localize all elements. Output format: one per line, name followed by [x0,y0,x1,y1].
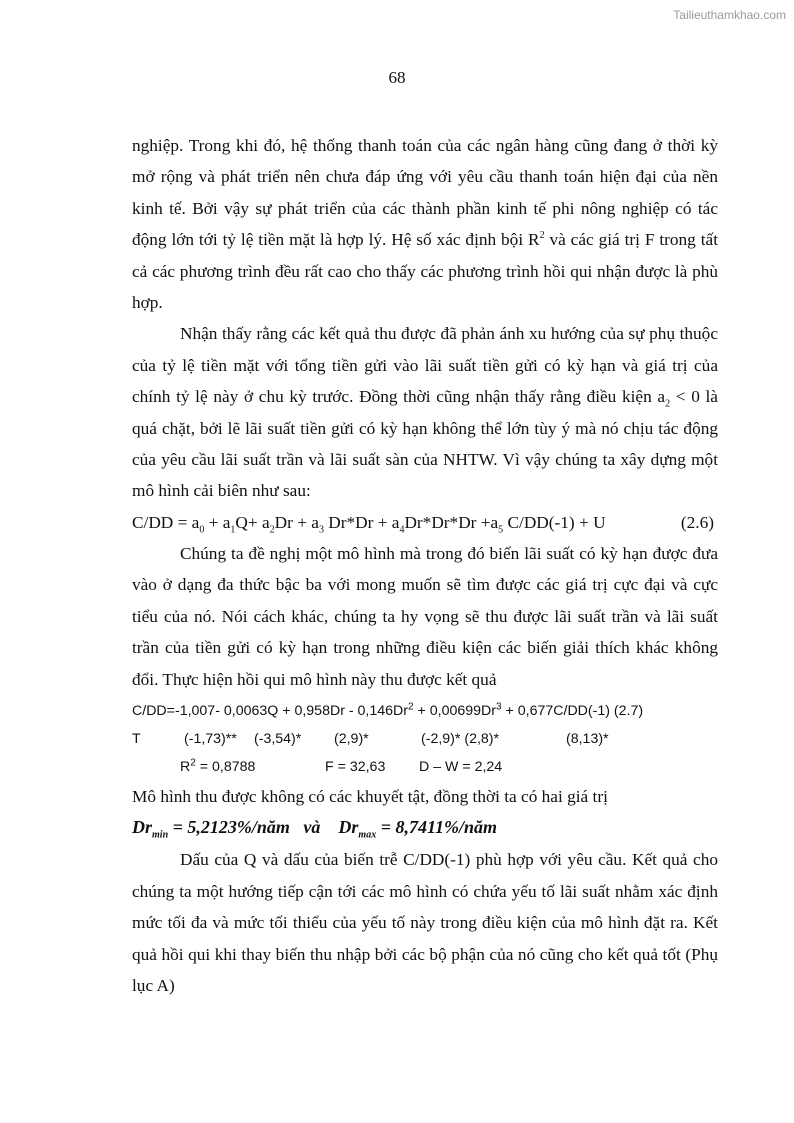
t-statistics: T (-1,73)** (-3,54)* (2,9)* (-2,9)* (2,8)* (8,13)* [132,730,609,747]
paragraph-5: Dấu của Q và dấu của biến trễ C/DD(-1) phù hợp với yêu cầu. Kết quả cho chúng ta một hướng tiếp cận tới các mô hình có chứa yếu tố lãi suất nhằm xác định mức tối đa và mức tối thiểu của yếu tố này trong điều kiện của mô hình đặt ra. Kết quả hồi qui khi thay biến thu nhập bởi các bộ phận của nó cũng cho kết quả tốt (Phụ lục A) [132,850,718,995]
watermark: Tailieuthamkhao.com [673,8,786,22]
document-body [132,130,718,1001]
paragraph-3: Chúng ta đề nghị một mô hình mà trong đó biến lãi suất có kỳ hạn được đưa vào ở dạng đa thức bậc ba với mong muốn sẽ tìm được các giá trị cực đại và cực tiểu của nó. Nói cách khác, chúng ta hy vọng sẽ thu được lãi suất trần và lãi suất trần của tiền gửi có kỳ hạn trong những điều kiện các biến giải thích khác không đổi. Thực hiện hồi qui mô hình này thu được kết quả [132,543,718,689]
equation-2-7: C/DD=-1,007- $0,0063Q + 0,958Dr - 0,146Dr^2 + 0,00699Dr^3 + 0,677C/DD(-1)$ (2.7) [132,701,644,719]
paragraph-2: Nhận thấy rằng các kết quả thu được đã phản ánh xu hướng của sự phụ thuộc của tỷ lệ tiền mặt với tổng tiền gửi vào lãi suất tiền gửi có kỳ hạn và giá trị của chính tỷ lệ này ở chu kỳ trước. Đồng thời cũng nhận thấy rằng điều kiện $a_2 < 0$ là quá chặt, bởi lẽ lãi suất tiền gửi có kỳ hạn không thể lớn tùy ý mà nó chịu tác động của yêu cầu lãi suất trần và lãi suất sàn của NHTW. Vì vậy chúng ta xây dựng một mô hình cải biên như sau: [132,324,718,501]
dr-min-max: $Dr_{min}$ = 5,2123%/năm và $Dr_{max}$ = 8,7411%/năm [132,817,497,841]
equation-number: (2.6) [680,512,714,532]
paragraph-1: nghiệp. Trong khi đó, hệ thống thanh toán của các ngân hàng cũng đang ở thời kỳ mở rộng và phát triển nên chưa đáp ứng với yêu cầu thanh toán hiện đại của nền kinh tế. Bởi vậy sự phát triển của các thành phần kinh tế phi nông nghiệp có tác động lớn tới tỷ lệ tiền mặt là hợp lý. Hệ số xác định bội $R^2$ và các giá trị F trong tất cả các phương trình đều rất cao cho thấy các phương trình hồi qui nhận được là phù hợp. [132,136,718,313]
equation-2-6: $C/DD = a_0 + a_1Q+ a_2Dr + a_3$ $Dr*Dr + a_4Dr*Dr*Dr +a_5$ C/DD(-1) + U (2.6) [132,507,718,538]
page-number: 68 [388,68,406,87]
paragraph-4: Mô hình thu được không có các khuyết tật, đồng thời ta có hai giá trị [132,786,608,806]
regression-stats: $R^2 = 0,8788$ F = 32,63 D – W = 2,24 [180,757,503,775]
